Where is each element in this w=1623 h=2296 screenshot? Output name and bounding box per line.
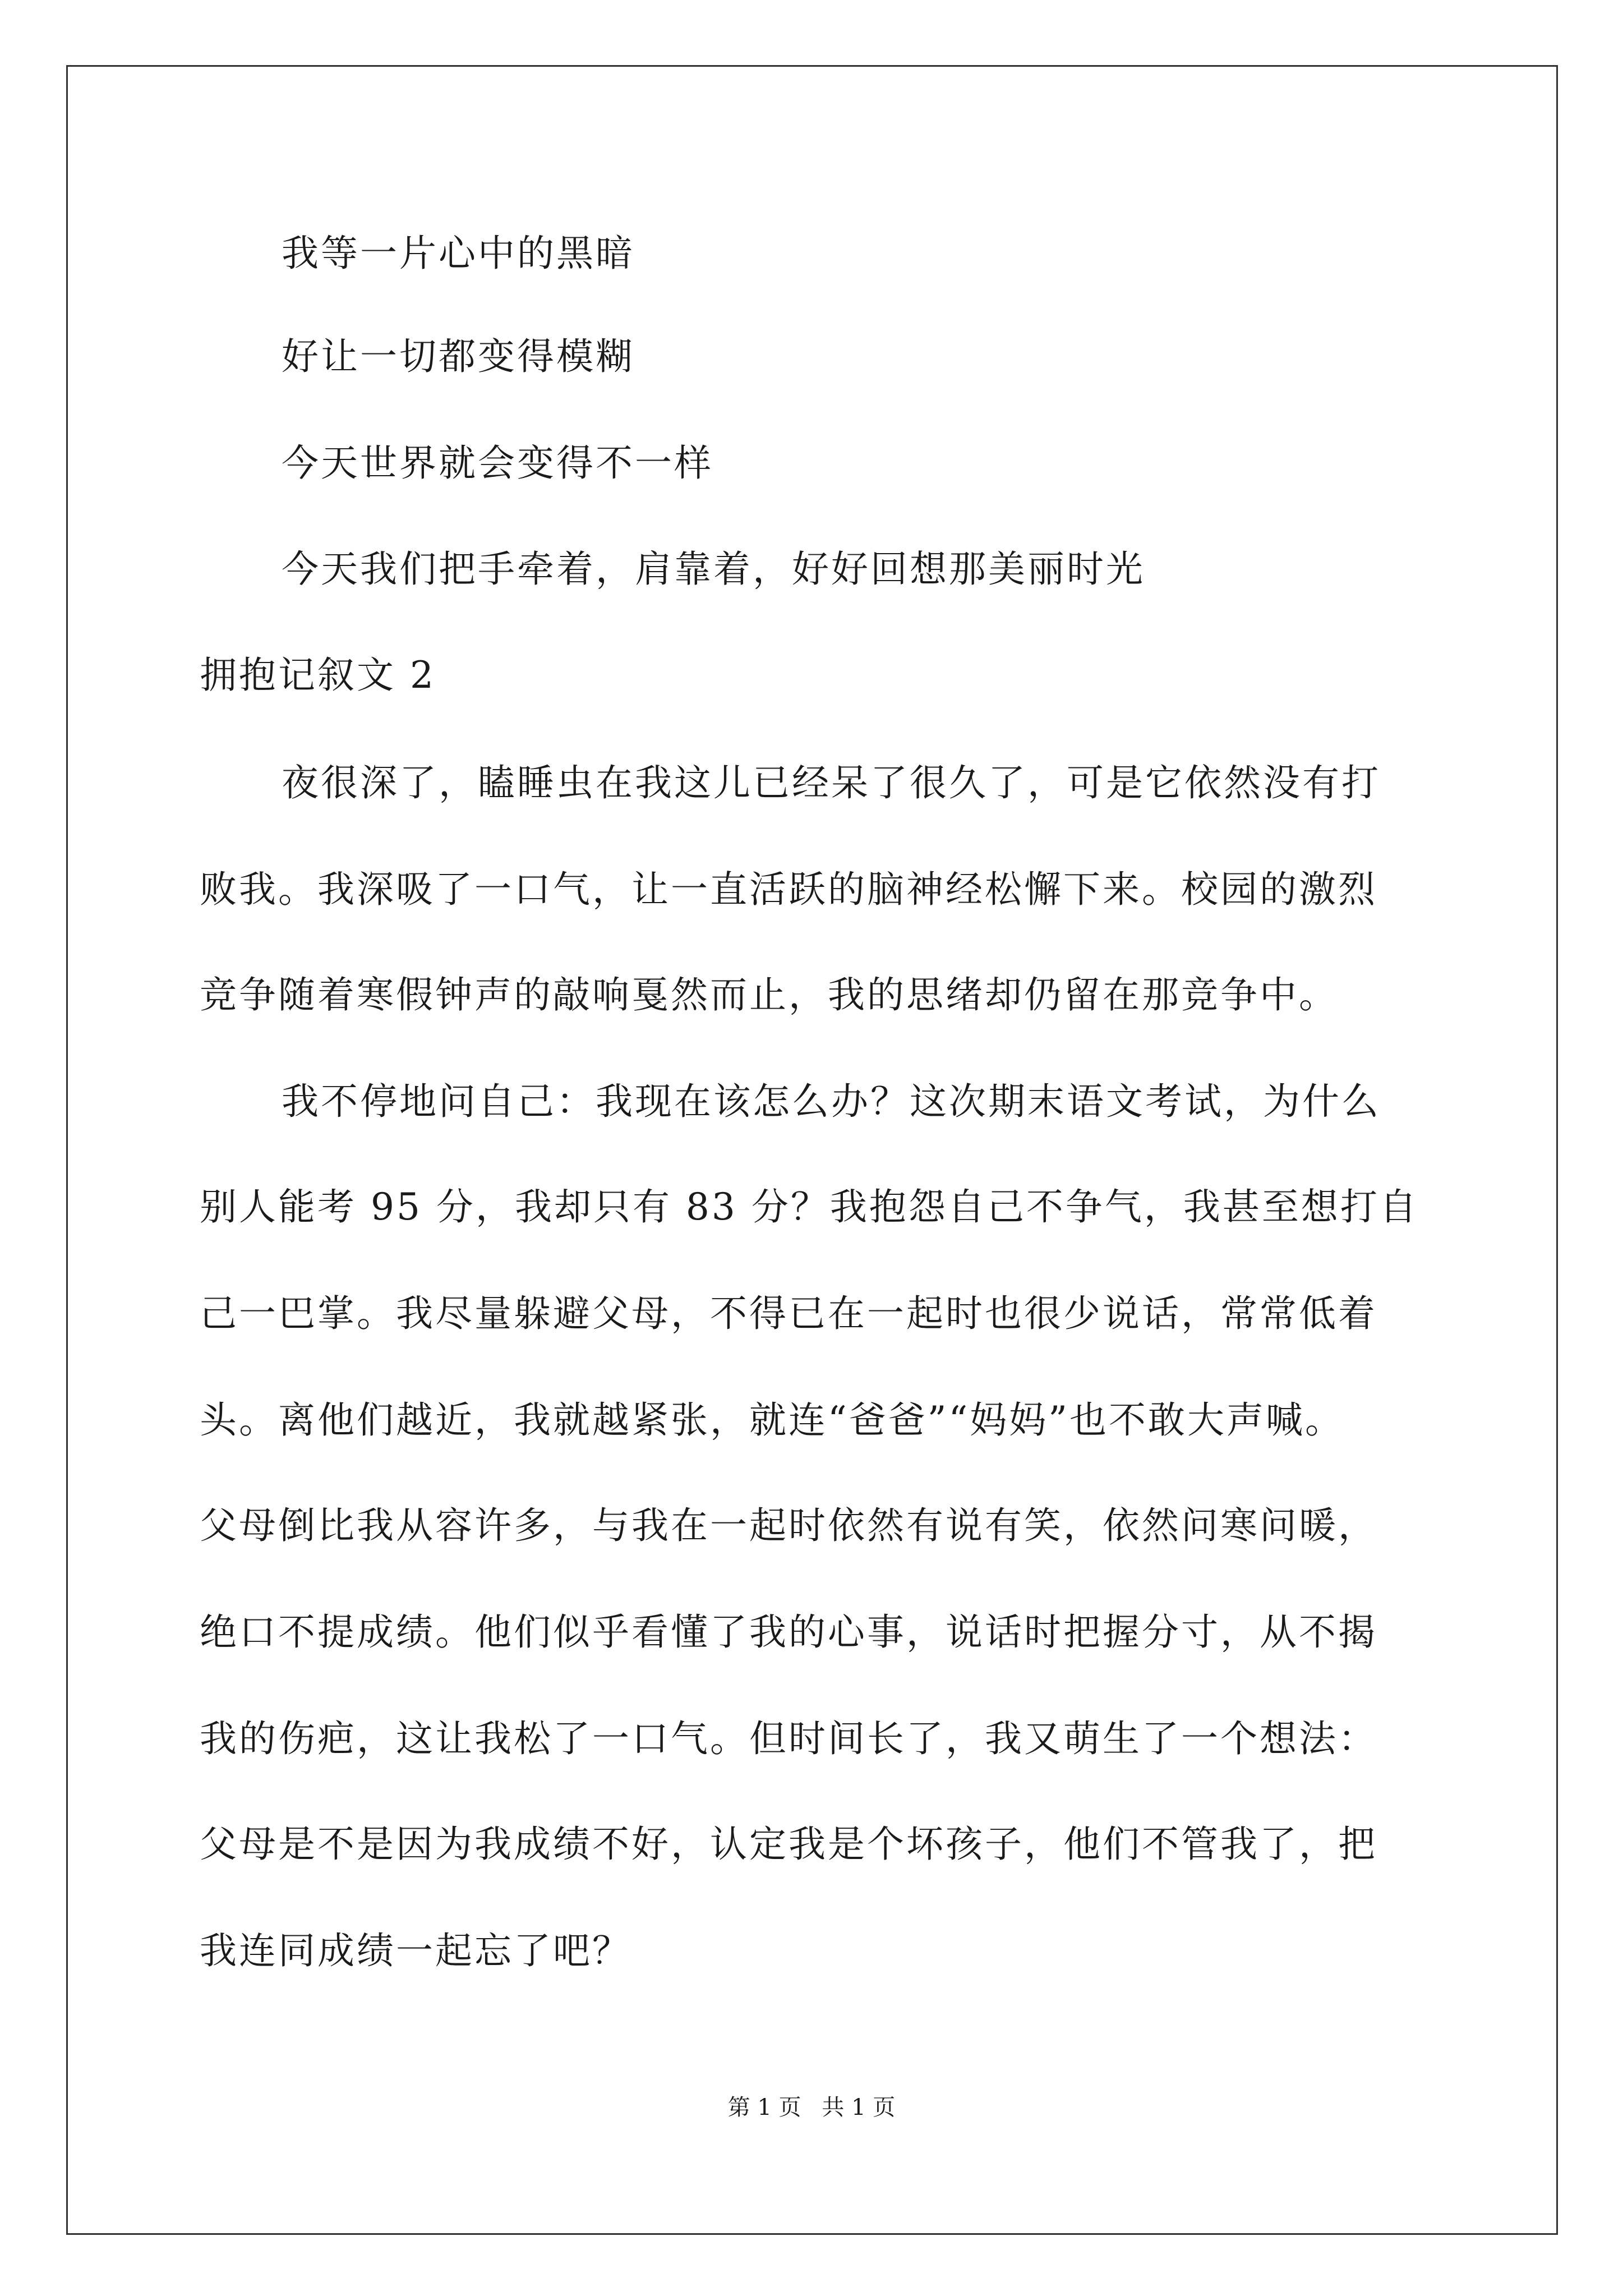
text-line: 今天我们把手牵着，肩靠着，好好回想那美丽时光: [282, 547, 1145, 591]
text-line: 头。离他们越近，我就越紧张，就连“爸爸”“妈妈”也不敢大声喊。: [200, 1398, 1344, 1442]
text-line: 己一巴掌。我尽量躲避父母，不得已在一起时也很少说话，常常低着: [200, 1292, 1377, 1335]
text-line: 今天世界就会变得不一样: [282, 441, 713, 485]
page-footer: [0, 2093, 1623, 2122]
page-total: 共 1 页: [822, 2095, 896, 2120]
page-border: [66, 65, 1558, 2235]
text-line: 别人能考 95 分，我却只有 83 分？我抱怨自己不争气，我甚至想打自: [200, 1185, 1419, 1228]
text-line: 我连同成绩一起忘了吧？: [200, 1929, 631, 1972]
text-line: 败我。我深吸了一口气，让一直活跃的脑神经松懈下来。校园的激烈: [200, 868, 1377, 911]
text-line: 绝口不提成绩。他们似乎看懂了我的心事，说话时把握分寸，从不揭: [200, 1611, 1377, 1654]
text-line: 夜很深了，瞌睡虫在我这儿已经呆了很久了，可是它依然没有打: [282, 761, 1381, 804]
text-line: 父母是不是因为我成绩不好，认定我是个坏孩子，他们不管我了，把: [200, 1823, 1377, 1866]
text-line: 父母倒比我从容许多，与我在一起时依然有说有笑，依然问寒问暖，: [200, 1504, 1377, 1547]
section-heading: 拥抱记叙文 2: [200, 654, 436, 697]
text-line: 好让一切都变得模糊: [282, 335, 635, 378]
text-line: 我不停地问自己：我现在该怎么办？这次期末语文考试，为什么: [282, 1080, 1381, 1123]
text-line: 我等一片心中的黑暗: [282, 232, 635, 275]
text-line: 竞争随着寒假钟声的敲响戛然而止，我的思绪却仍留在那竞争中。: [200, 973, 1338, 1016]
page-number: 第 1 页: [727, 2095, 801, 2120]
text-line: 我的伤疤，这让我松了一口气。但时间长了，我又萌生了一个想法：: [200, 1717, 1377, 1760]
